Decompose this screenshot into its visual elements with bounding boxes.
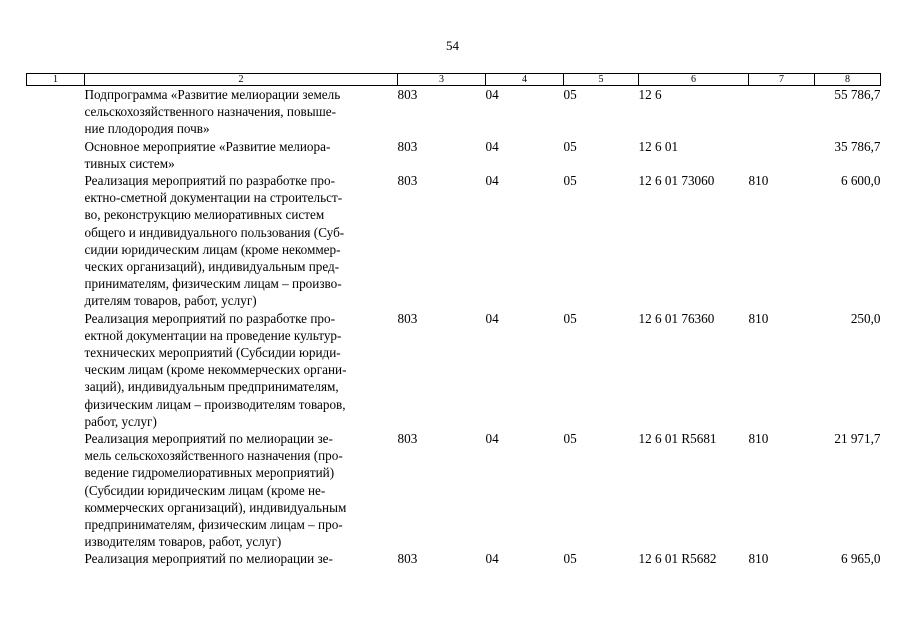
row-name-line: работ, услуг) — [84, 413, 157, 429]
row-number-cell — [27, 550, 85, 567]
target-article-cell: 12 6 01 R5681 — [638, 431, 717, 447]
row-name-cell — [85, 86, 398, 138]
row-name-line: ние плодородия почв» — [84, 121, 210, 137]
table-row — [27, 550, 881, 567]
expense-type-cell: 810 — [748, 310, 769, 326]
row-name-line: сельскохозяйственного назначения, повыше- — [84, 104, 337, 120]
subsection-code-cell: 05 — [563, 431, 577, 447]
ministry-code-cell: 803 — [397, 310, 418, 326]
row-name-line: тивных систем» — [84, 155, 175, 171]
row-name-line: изводителям товаров, работ, услуг) — [84, 534, 282, 550]
row-name-line: заций), индивидуальным предпринимателям, — [84, 379, 339, 395]
expense-type-cell: 810 — [748, 431, 769, 447]
row-name-line: мель сельскохозяйственного назначения (про- — [84, 448, 343, 464]
section-code-cell: 04 — [485, 87, 499, 102]
table-row — [27, 430, 881, 550]
row-name-line: ческим лицам (кроме некоммерческих органи- — [84, 362, 347, 378]
row-number-cell — [27, 172, 85, 310]
row-name-line: ектной документации на проведение культур- — [84, 327, 342, 343]
table-row — [27, 172, 881, 310]
subsection-code-cell: 05 — [563, 87, 577, 102]
column-header-4: 4 — [486, 74, 564, 86]
row-number-cell — [27, 86, 85, 138]
column-header-2: 2 — [85, 74, 398, 86]
row-name-line: сидии юридическим лицам (кроме некоммер- — [84, 241, 341, 257]
subsection-code-cell: 05 — [563, 138, 577, 154]
row-number-cell — [27, 310, 85, 430]
amount-cell: 6 600,0 — [840, 173, 881, 189]
row-name-line: Основное мероприятие «Развитие мелиора- — [84, 138, 331, 154]
row-name-line: Реализация мероприятий по разработке про- — [84, 173, 335, 189]
target-article-cell: 12 6 01 — [638, 138, 679, 154]
row-number-cell — [27, 138, 85, 172]
row-name-line: принимателям, физическим лицам – произво- — [84, 276, 342, 292]
subsection-code-cell: 05 — [563, 310, 577, 326]
expense-type-cell — [749, 138, 815, 172]
row-name-line: ческих организаций), индивидуальным пред- — [84, 259, 340, 275]
row-name-line: ектно-сметной документации на строительст- — [84, 190, 343, 206]
row-name-line: физическим лицам – производителям товаров, — [84, 396, 346, 412]
row-name-line: коммерческих организаций), индивидуальным — [84, 499, 347, 515]
column-number-header — [27, 74, 881, 86]
section-code-cell: 04 — [485, 173, 499, 189]
column-header-6: 6 — [639, 74, 749, 86]
row-name-line: Реализация мероприятий по мелиорации зе- — [84, 551, 333, 567]
ministry-code-cell: 803 — [397, 551, 418, 567]
table-row — [27, 138, 881, 172]
row-name-cell — [85, 310, 398, 430]
row-name-cell — [85, 550, 398, 567]
target-article-cell: 12 6 01 76360 — [638, 310, 715, 326]
row-name-cell — [85, 430, 398, 550]
row-name-line: во, реконструкцию мелиоративных систем — [84, 207, 325, 223]
column-header-5: 5 — [564, 74, 639, 86]
table-row — [27, 310, 881, 430]
column-header-8: 8 — [815, 74, 881, 86]
target-article-cell: 12 6 01 R5682 — [638, 551, 717, 567]
expense-type-cell: 810 — [748, 551, 769, 567]
target-article-cell: 12 6 — [638, 87, 662, 102]
column-header-1: 1 — [27, 74, 85, 86]
section-code-cell: 04 — [485, 551, 499, 567]
amount-cell: 21 971,7 — [834, 431, 881, 447]
ministry-code-cell: 803 — [397, 138, 418, 154]
subsection-code-cell: 05 — [563, 173, 577, 189]
ministry-code-cell: 803 — [397, 173, 418, 189]
amount-cell: 250,0 — [850, 310, 881, 326]
column-header-3: 3 — [398, 74, 486, 86]
expense-type-cell — [749, 86, 815, 138]
table-body — [27, 86, 881, 568]
row-number-cell — [27, 430, 85, 550]
expense-type-cell: 810 — [748, 173, 769, 189]
row-name-line: предпринимателям, физическим лицам – про- — [84, 517, 343, 533]
row-name-line: технических мероприятий (Субсидии юриди- — [84, 345, 341, 361]
ministry-code-cell: 803 — [397, 431, 418, 447]
page-number: 54 — [446, 38, 459, 53]
row-name-cell — [85, 138, 398, 172]
table-row — [27, 86, 881, 138]
row-name-line: дителям товаров, работ, услуг) — [84, 293, 257, 309]
ministry-code-cell: 803 — [397, 87, 418, 102]
budget-table — [26, 73, 881, 568]
row-name-line: (Субсидии юридическим лицам (кроме не- — [84, 482, 326, 498]
amount-cell: 55 786,7 — [834, 87, 881, 102]
column-header-7: 7 — [749, 74, 815, 86]
row-name-line: Реализация мероприятий по разработке про- — [84, 310, 335, 326]
section-code-cell: 04 — [485, 138, 499, 154]
amount-cell: 6 965,0 — [840, 551, 881, 567]
target-article-cell: 12 6 01 73060 — [638, 173, 715, 189]
row-name-line: ведение гидромелиоративных мероприятий) — [84, 465, 335, 481]
section-code-cell: 04 — [485, 431, 499, 447]
row-name-line: Реализация мероприятий по мелиорации зе- — [84, 431, 333, 447]
row-name-line: Подпрограмма «Развитие мелиорации земель — [84, 87, 341, 102]
subsection-code-cell: 05 — [563, 551, 577, 567]
amount-cell: 35 786,7 — [834, 138, 881, 154]
row-name-line: общего и индивидуального пользования (Суб- — [84, 224, 345, 240]
row-name-cell — [85, 172, 398, 310]
section-code-cell: 04 — [485, 310, 499, 326]
